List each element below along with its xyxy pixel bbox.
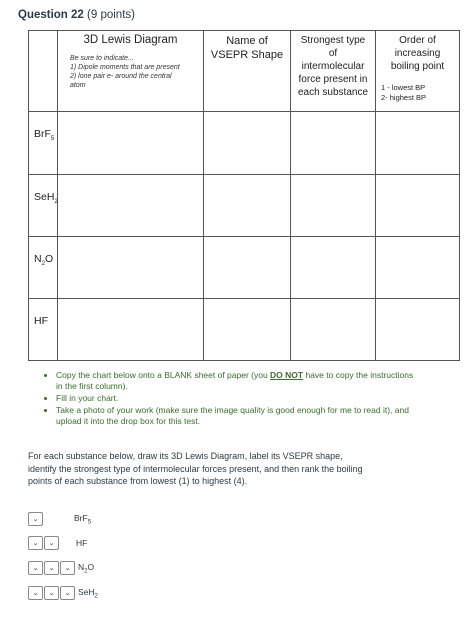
- vsepr-header-line: VSEPR Shape: [210, 49, 284, 61]
- answer-chart-table: [28, 30, 460, 361]
- bullet-item: • Copy the chart below onto a BLANK sheet of paper (you DO NOT have to copy the instructions in the first column).: [56, 370, 416, 392]
- vsepr-header: [204, 31, 291, 112]
- order-cell: [376, 299, 460, 361]
- legend-line: 1 - lowest BP: [381, 83, 426, 92]
- answer-row-hf: [28, 536, 87, 550]
- answer-row-seh2: [28, 586, 98, 600]
- question-title: [18, 9, 135, 21]
- vsepr-cell: [204, 112, 291, 175]
- table-row: [29, 237, 460, 299]
- order-header-line: Order of: [399, 35, 436, 46]
- lewis-header: [58, 31, 204, 112]
- note-line: 2) lone pair e- around the central: [70, 73, 172, 80]
- answer-row-brf5: [28, 512, 91, 526]
- answer-label: HF: [76, 538, 88, 548]
- table-row: [29, 175, 460, 237]
- order-header: [376, 31, 460, 112]
- rank-dropdown[interactable]: [28, 512, 43, 526]
- order-cell: [376, 175, 460, 237]
- row-label-seh2: SeH$_2$: [29, 175, 58, 237]
- imf-header-line: force present in: [298, 74, 368, 85]
- order-cell: [376, 237, 460, 299]
- chevron-down-icon: ⌄: [32, 516, 39, 523]
- table-row: [29, 112, 460, 175]
- question-number: Question 22: [18, 9, 84, 21]
- instruction-bullets: [42, 370, 416, 428]
- imf-header-line: intermolecular: [301, 61, 365, 72]
- rank-dropdown[interactable]: [44, 536, 59, 550]
- bullet-item: • Fill in your chart.: [56, 393, 416, 404]
- order-header-line: boiling point: [390, 61, 445, 72]
- bullet-item: • Take a photo of your work (make sure the image quality is good enough for me to read it), and upload it into the drop box for this test.: [56, 405, 416, 427]
- chevron-down-icon: ⌄: [32, 590, 39, 597]
- answer-label: BrF$_5$: [74, 512, 92, 526]
- corner-cell: [29, 31, 58, 112]
- legend-line: 2- highest BP: [381, 93, 427, 102]
- lewis-cell: [58, 112, 204, 175]
- imf-header: [291, 31, 376, 112]
- lewis-cell: [58, 299, 204, 361]
- bp-legend: [381, 83, 459, 103]
- row-label-n2o: $N_2O$: [29, 237, 58, 299]
- order-cell: [376, 112, 460, 175]
- row-label-brf5: BrF$_5$: [29, 112, 58, 175]
- answer-label: $N_2O$: [78, 561, 95, 575]
- lewis-cell: [58, 175, 204, 237]
- chevron-down-icon: ⌄: [48, 590, 55, 597]
- rank-dropdown[interactable]: [44, 561, 59, 575]
- lewis-header-title: 3D Lewis Diagram: [83, 34, 178, 46]
- answer-label: SeH$_2$: [78, 586, 98, 600]
- lewis-header-notes: [70, 54, 203, 90]
- imf-header-line: Strongest type: [300, 35, 366, 46]
- rank-dropdown[interactable]: [28, 586, 43, 600]
- chevron-down-icon: ⌄: [48, 540, 55, 547]
- rank-dropdown[interactable]: [28, 536, 43, 550]
- order-header-line: increasing: [394, 48, 441, 59]
- row-label-hf: HF: [29, 299, 58, 361]
- imf-header-line: each substance: [297, 87, 369, 98]
- vsepr-cell: [204, 237, 291, 299]
- question-points: (9 points): [87, 9, 135, 21]
- note-line: 1) Dipole moments that are present: [70, 64, 180, 71]
- chevron-down-icon: ⌄: [64, 565, 71, 572]
- imf-cell: [291, 299, 376, 361]
- lewis-cell: [58, 237, 204, 299]
- imf-header-line: of: [328, 48, 338, 59]
- chevron-down-icon: ⌄: [48, 565, 55, 572]
- note-line: Be sure to indicate...: [70, 55, 134, 62]
- vsepr-header-line: Name of: [226, 35, 268, 47]
- rank-dropdown[interactable]: [60, 586, 75, 600]
- imf-cell: [291, 112, 376, 175]
- imf-cell: [291, 237, 376, 299]
- answer-row-n2o: [28, 561, 94, 575]
- chevron-down-icon: ⌄: [64, 590, 71, 597]
- chevron-down-icon: ⌄: [32, 540, 39, 547]
- rank-dropdown[interactable]: [28, 561, 43, 575]
- question-instructions: For each substance below, draw its 3D Lewis Diagram, label its VSEPR shape, identify the strongest type of intermolecular forces present, and then rank the boiling points of each substance from lowest (1) to highest (4).: [28, 451, 363, 486]
- table-row: [29, 299, 460, 361]
- vsepr-cell: [204, 299, 291, 361]
- vsepr-cell: [204, 175, 291, 237]
- note-line: atom: [70, 82, 86, 89]
- header-row: [29, 31, 460, 112]
- chevron-down-icon: ⌄: [32, 565, 39, 572]
- rank-dropdown[interactable]: [60, 561, 75, 575]
- imf-cell: [291, 175, 376, 237]
- rank-dropdown[interactable]: [44, 586, 59, 600]
